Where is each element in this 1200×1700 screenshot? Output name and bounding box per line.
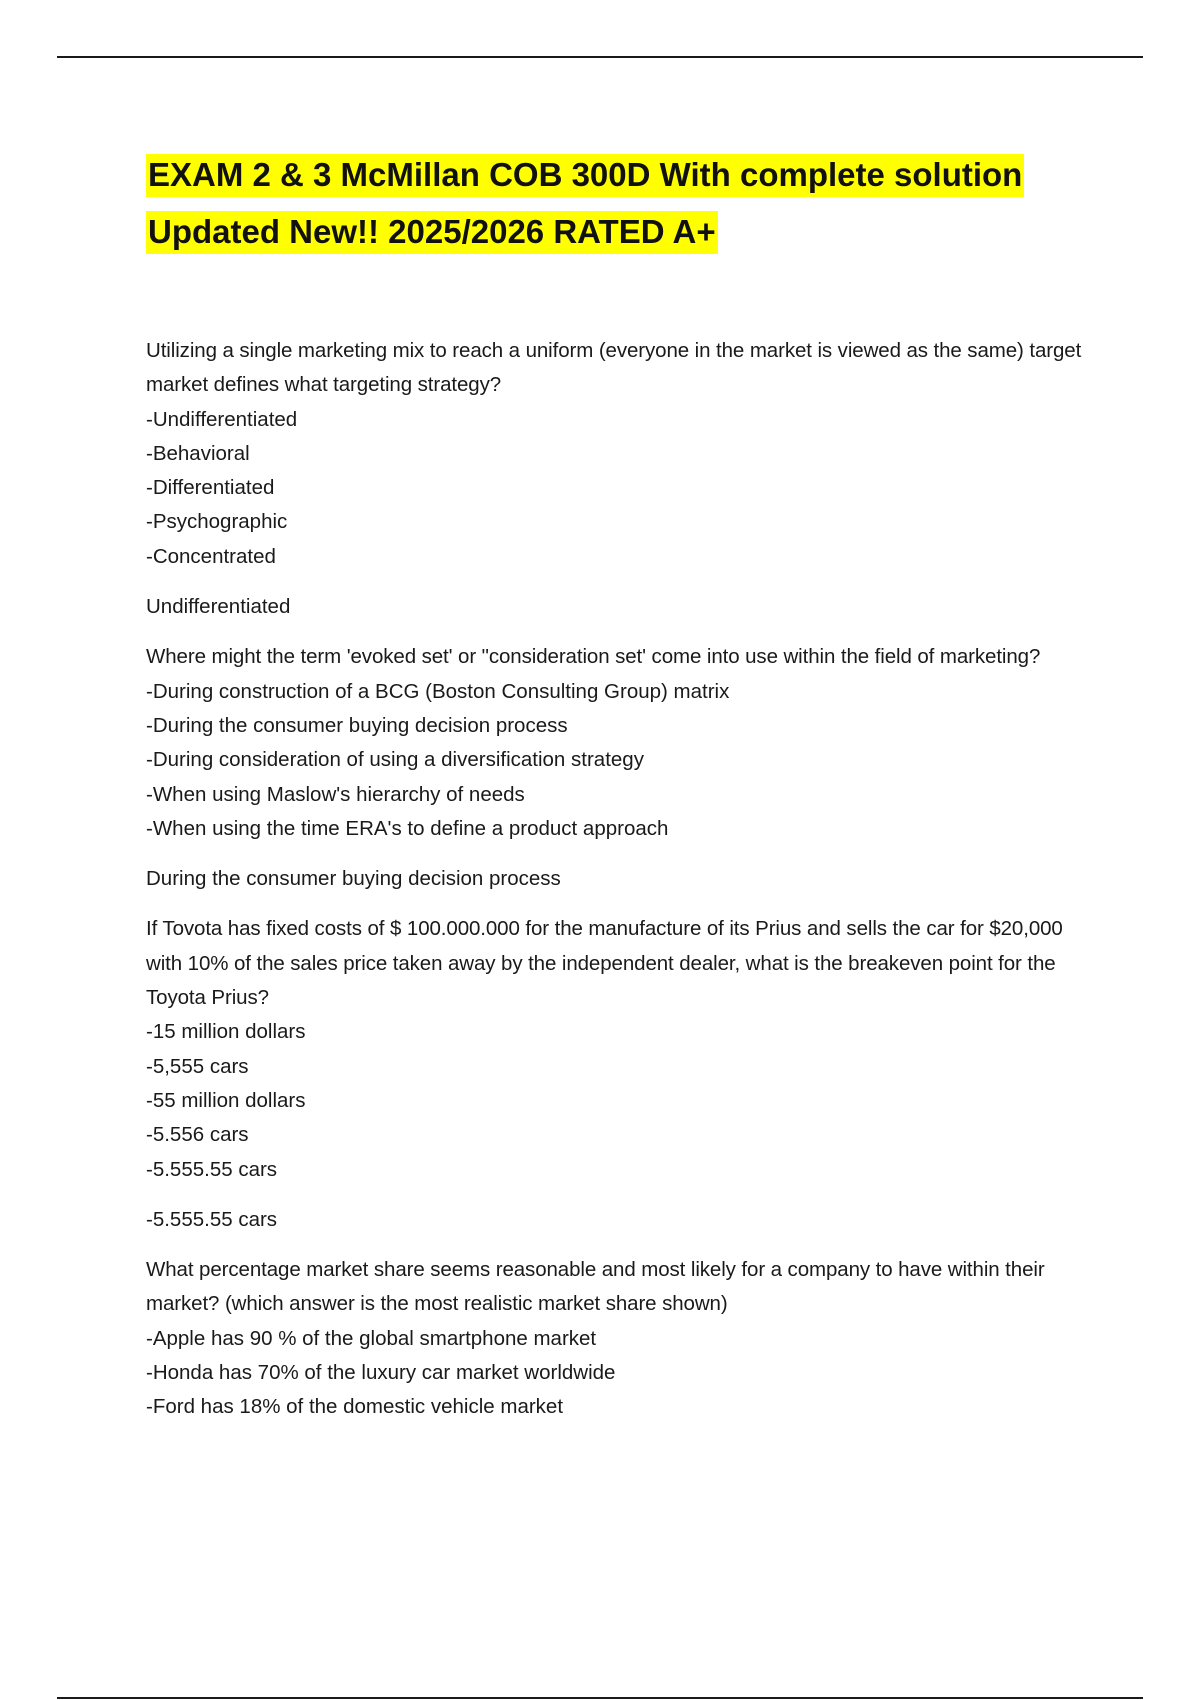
option-list: [146, 1015, 1096, 1186]
option-item: -15 million dollars: [146, 1020, 306, 1044]
question-text: If Tovota has fixed costs of $ 100.000.000 for the manufacture of its Prius and sells the car for $20,000 with 10% of the sales price taken away by the independent dealer, what is the breakeven point for the Toyota Prius?: [146, 917, 1063, 1010]
option-item: -Undifferentiated: [146, 407, 298, 431]
document-title-highlight: EXAM 2 & 3 McMillan COB 300D With complete solution Updated New!! 2025/2026 RATED A+: [146, 154, 1024, 254]
option-item: -During construction of a BCG (Boston Consulting Group) matrix: [146, 679, 730, 703]
option-item: -Apple has 90 % of the global smartphone market: [146, 1326, 597, 1350]
option-item: -Honda has 70% of the luxury car market worldwide: [146, 1361, 616, 1385]
question-text: Utilizing a single marketing mix to reach a uniform (everyone in the market is viewed as the same) target market defines what targeting strategy?: [146, 339, 1082, 397]
answer-text: -5.555.55 cars: [146, 1207, 278, 1231]
option-item: -5,555 cars: [146, 1054, 249, 1078]
option-item: -5.556 cars: [146, 1123, 249, 1147]
option-item: -When using Maslow's hierarchy of needs: [146, 782, 525, 806]
question-block-4: [146, 1253, 1096, 1424]
document-body: [146, 146, 1096, 1425]
question-block-2: [146, 640, 1096, 896]
question-text: What percentage market share seems reasonable and most likely for a company to have within their market? (which answer is the most realistic market share shown): [146, 1258, 1045, 1316]
option-item: -When using the time ERA's to define a product approach: [146, 816, 669, 840]
option-item: -Differentiated: [146, 476, 275, 500]
document-title: [146, 146, 1096, 260]
option-item: -5.555.55 cars: [146, 1157, 278, 1181]
bottom-rule: [57, 1697, 1143, 1699]
question-block-3: [146, 912, 1096, 1237]
top-rule: [57, 56, 1143, 58]
option-item: -Psychographic: [146, 510, 288, 534]
question-text: Where might the term 'evoked set' or "consideration set' come into use within the field of marketing?: [146, 645, 1041, 669]
option-list: [146, 1322, 1096, 1425]
answer-text: Undifferentiated: [146, 595, 291, 619]
option-item: -During consideration of using a diversification strategy: [146, 748, 644, 772]
option-item: -Concentrated: [146, 544, 276, 568]
option-item: -Behavioral: [146, 441, 250, 465]
option-list: [146, 403, 1096, 574]
option-item: -55 million dollars: [146, 1088, 306, 1112]
question-block-1: [146, 334, 1096, 624]
answer-text: During the consumer buying decision process: [146, 867, 561, 891]
option-list: [146, 675, 1096, 846]
option-item: -Ford has 18% of the domestic vehicle market: [146, 1395, 564, 1419]
option-item: -During the consumer buying decision process: [146, 713, 568, 737]
